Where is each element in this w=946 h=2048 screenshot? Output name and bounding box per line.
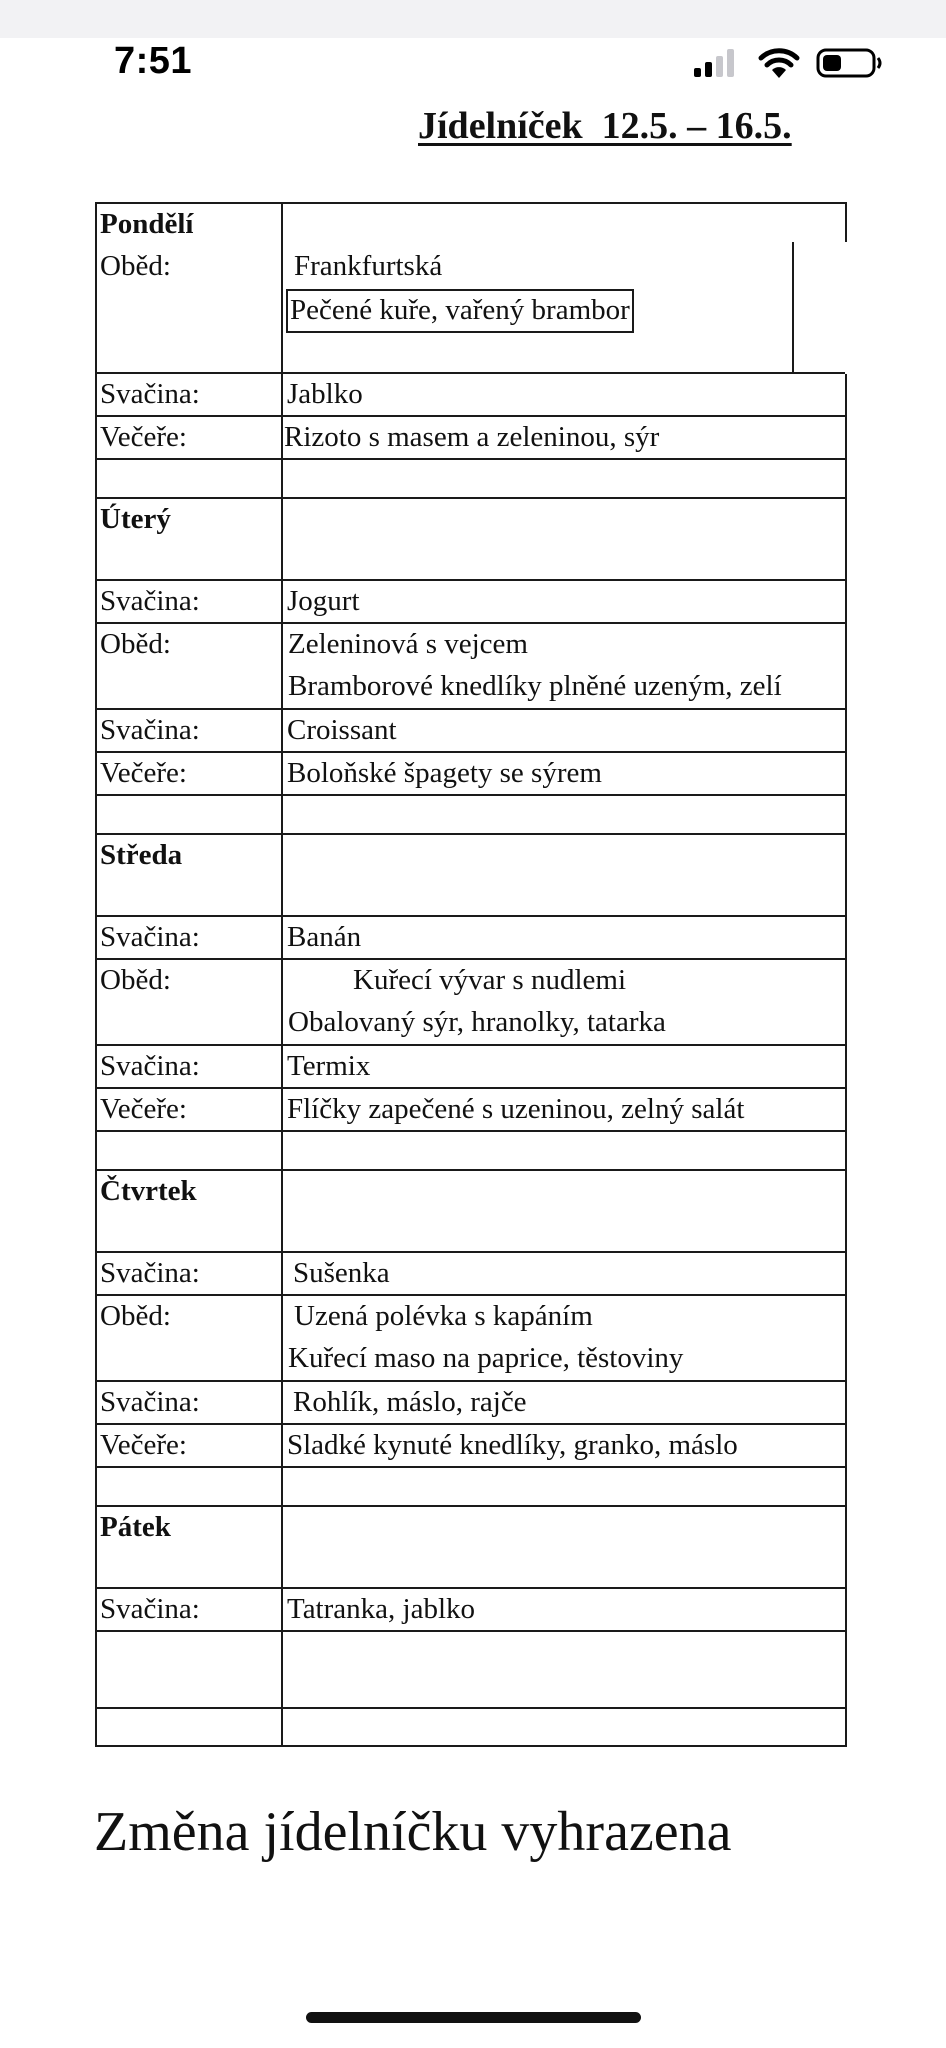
label-obed: Oběd: [100, 1300, 171, 1332]
inner-line [792, 242, 794, 372]
wifi-icon [758, 47, 800, 79]
day-thursday: Čtvrtek [100, 1175, 197, 1207]
table-row [97, 415, 845, 458]
monday-soup: Frankfurtská [294, 250, 443, 282]
monday-snack: Jablko [287, 378, 363, 410]
friday-snack-1: Tatranka, jablko [287, 1593, 476, 1625]
label-vecere: Večeře: [100, 757, 187, 789]
table-row [97, 622, 845, 708]
label-vecere: Večeře: [100, 1429, 187, 1461]
status-bar [0, 38, 946, 90]
label-svacina: Svačina: [100, 1050, 200, 1082]
edge-gap [844, 242, 852, 374]
label-svacina: Svačina: [100, 1386, 200, 1418]
thursday-snack-2: Rohlík, máslo, rajče [293, 1386, 527, 1418]
label-cell [97, 204, 283, 372]
document-title: Jídelníček 12.5. – 16.5. [418, 105, 792, 147]
table-row [97, 915, 845, 958]
day-wednesday: Středa [100, 839, 183, 871]
signal-icon [692, 48, 738, 78]
day-tuesday: Úterý [100, 503, 171, 535]
label-svacina: Svačina: [100, 714, 200, 746]
label-vecere: Večeře: [100, 421, 187, 453]
day-monday: Pondělí [100, 208, 194, 240]
table-row-empty [97, 1466, 845, 1505]
label-obed: Oběd: [100, 964, 171, 996]
table-row-empty [97, 1130, 845, 1169]
table-row-day-header [97, 1169, 845, 1251]
table-row [97, 1423, 845, 1466]
thursday-soup: Uzená polévka s kapáním [294, 1300, 593, 1332]
table-row [97, 958, 845, 1044]
wednesday-snack-1: Banán [287, 921, 362, 953]
thursday-snack-1: Sušenka [293, 1257, 390, 1289]
tuesday-main: Bramborové knedlíky plněné uzeným, zelí [288, 670, 782, 702]
footer-note: Změna jídelníčku vyhrazena [94, 1801, 732, 1863]
label-vecere: Večeře: [100, 1093, 187, 1125]
label-svacina: Svačina: [100, 585, 200, 617]
label-obed: Oběd: [100, 250, 171, 282]
table-row-empty [97, 794, 845, 833]
value-cell [283, 204, 845, 372]
label-svacina: Svačina: [100, 1257, 200, 1289]
wednesday-main: Obalovaný sýr, hranolky, tatarka [288, 1006, 666, 1038]
battery-icon [816, 48, 884, 78]
thursday-main: Kuřecí maso na paprice, těstoviny [288, 1342, 684, 1374]
label-svacina: Svačina: [100, 921, 200, 953]
top-band [0, 0, 946, 38]
table-row-empty [97, 1630, 845, 1707]
monday-dinner: Rizoto s masem a zeleninou, sýr [284, 421, 660, 453]
table-row [97, 1044, 845, 1087]
table-row [97, 579, 845, 622]
table-row-empty [97, 1707, 845, 1745]
table-row [97, 1294, 845, 1380]
tuesday-soup: Zeleninová s vejcem [288, 628, 528, 660]
table-row [97, 708, 845, 751]
wednesday-dinner: Flíčky zapečené s uzeninou, zelný salát [287, 1093, 745, 1125]
table-row-day-header [97, 833, 845, 915]
day-friday: Pátek [100, 1511, 171, 1543]
table-row-day-header [97, 1505, 845, 1587]
table-row [97, 1587, 845, 1630]
monday-main-boxed: Pečené kuře, vařený brambor [286, 289, 634, 333]
table-row-monday-lunch [97, 204, 845, 372]
tuesday-dinner: Boloňské špagety se sýrem [287, 757, 602, 789]
wednesday-snack-2: Termix [287, 1050, 371, 1082]
table-row [97, 1087, 845, 1130]
menu-table [95, 202, 847, 1747]
label-svacina: Svačina: [100, 378, 200, 410]
home-indicator[interactable] [306, 2012, 641, 2023]
table-row-day-header [97, 497, 845, 579]
table-row [97, 372, 845, 415]
tuesday-snack-1: Jogurt [287, 585, 360, 617]
wednesday-soup: Kuřecí vývar s nudlemi [353, 964, 627, 996]
status-time: 7:51 [114, 40, 193, 82]
thursday-dinner: Sladké kynuté knedlíky, granko, máslo [287, 1429, 738, 1461]
label-obed: Oběd: [100, 628, 171, 660]
label-svacina: Svačina: [100, 1593, 200, 1625]
tuesday-snack-2: Croissant [287, 714, 397, 746]
table-row [97, 1251, 845, 1294]
table-row-empty [97, 458, 845, 497]
table-row [97, 751, 845, 794]
table-row [97, 1380, 845, 1423]
